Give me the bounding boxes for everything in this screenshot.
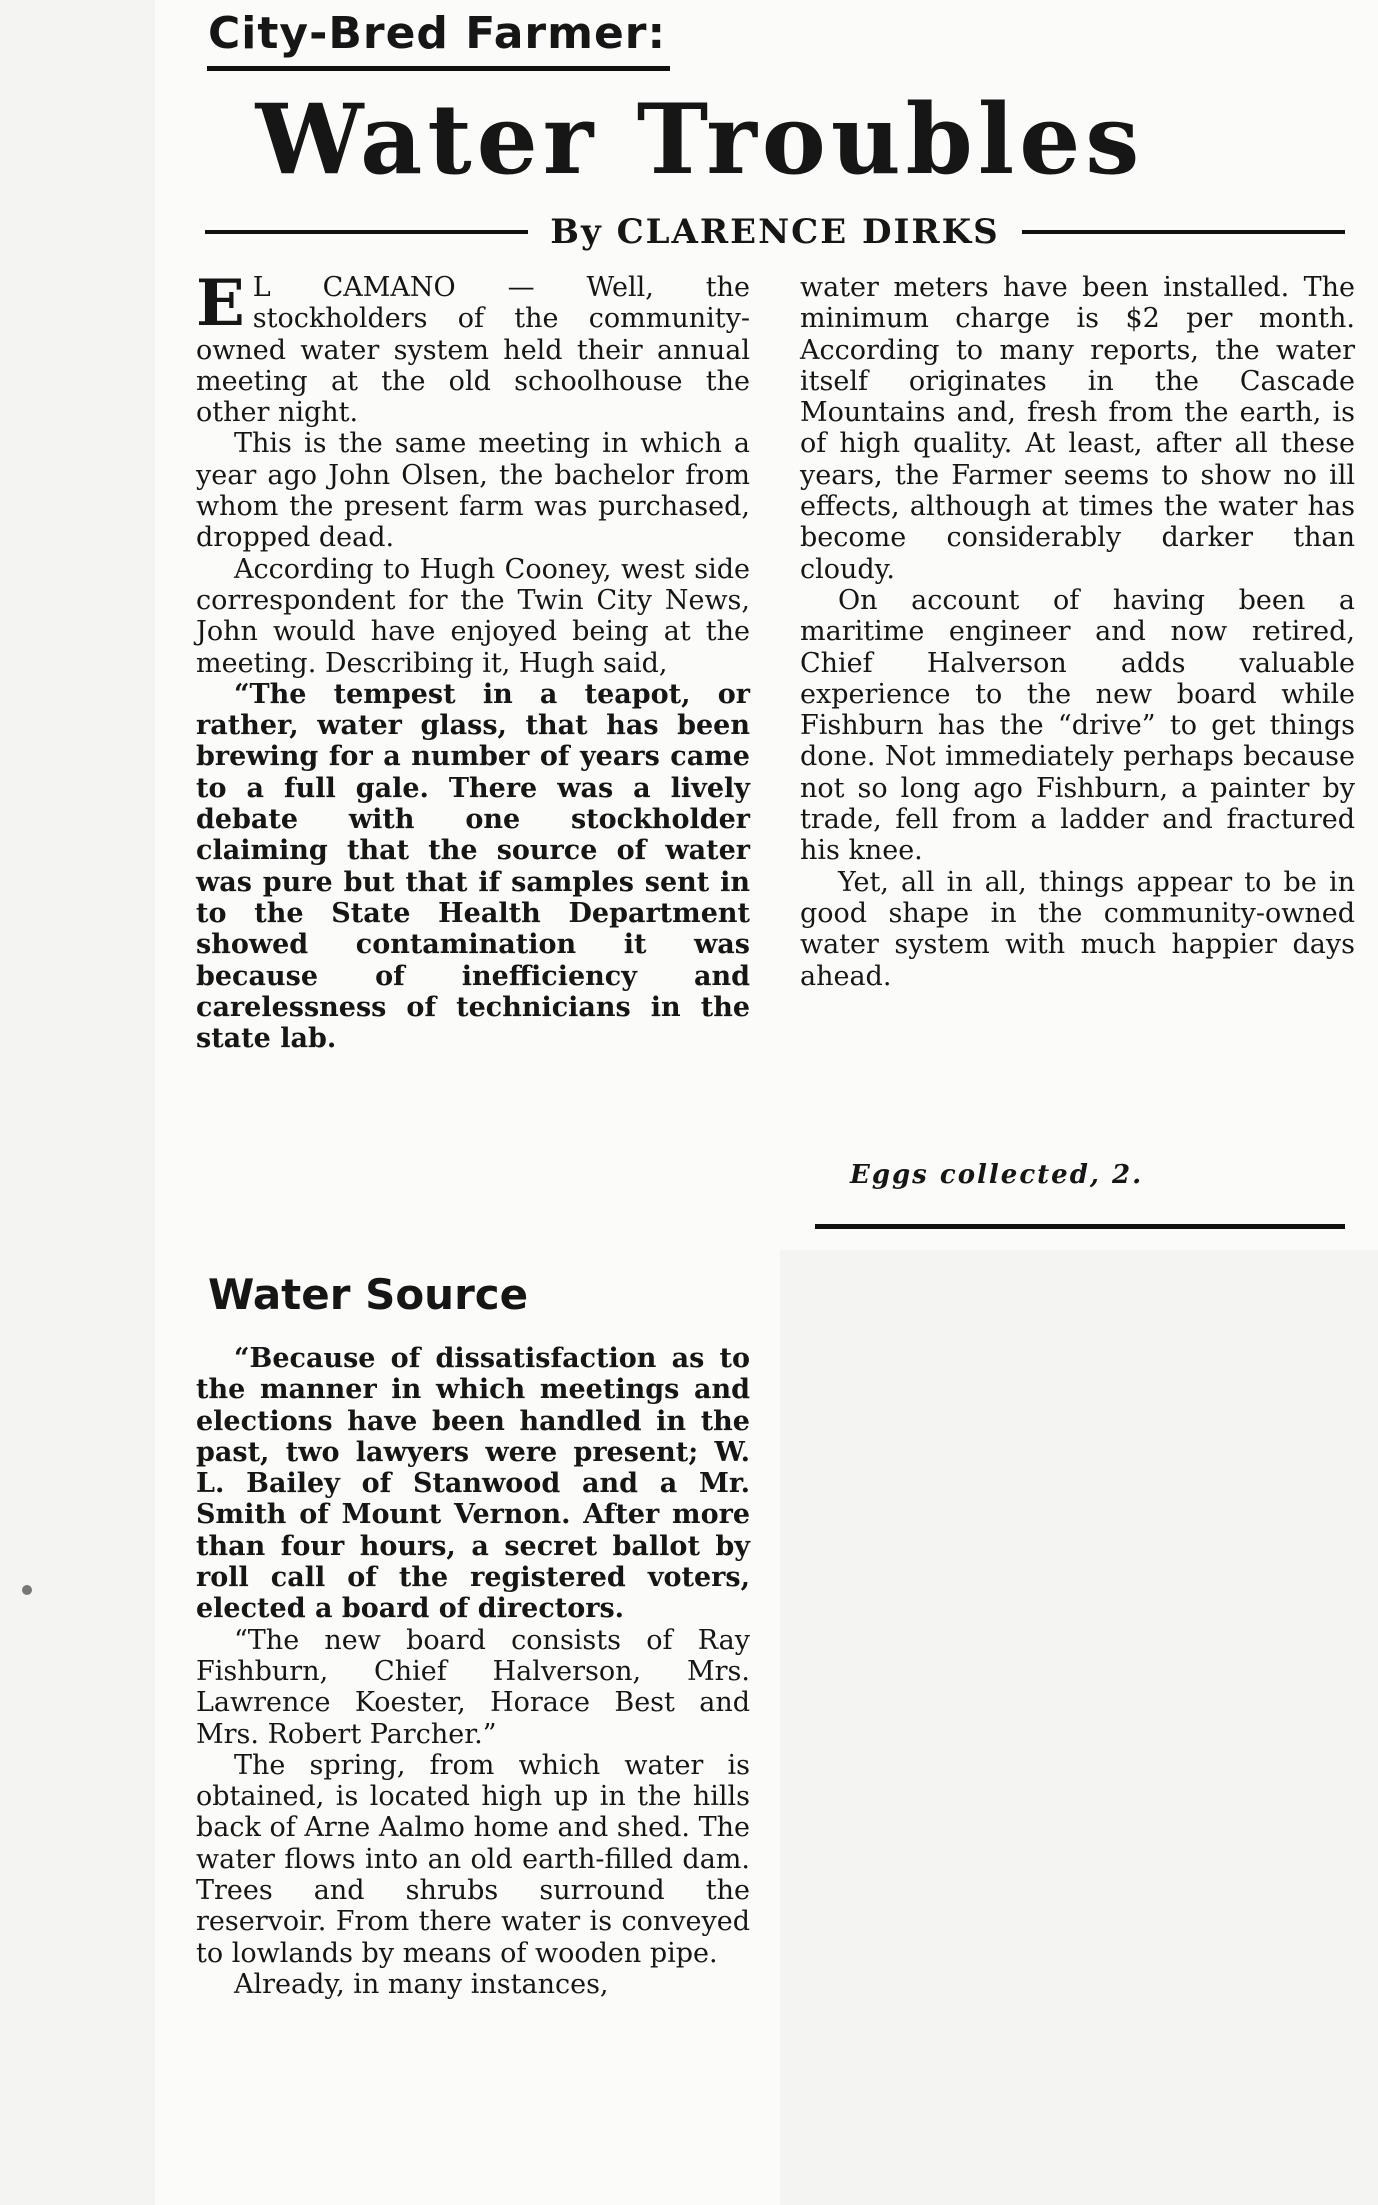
quote-paragraph: “Because of dissatisfaction as to the manner in which meetings and elections have been handled in the past, two lawyers were present; W. L. Bailey of Stanwood and a Mr. Smith of Mount Vernon. After more than four hours, a secret ballot by roll call of the registered voters, elected a board of directors. (196, 1343, 750, 1625)
paragraph (196, 266, 750, 429)
paragraph: On account of having been a maritime engineer and now retired, Chief Halverson adds valuable experience to the new board while Fishburn has the “drive” to get things done. Not immediately perhaps because not so long ago Fishburn, a painter by trade, fell from a ladder and fractured his knee. (800, 584, 1355, 867)
drop-cap: E (196, 266, 245, 341)
byline: By CLARENCE DIRKS (550, 212, 1000, 252)
paragraph: This is the same meeting in which a year ago John Olsen, the bachelor from whom the present farm was purchased, dropped dead. (196, 428, 750, 554)
paragraph-text: L CAMANO — Well, the stockholders of the community-owned water system held their annual meeting at the old schoolhouse the other night. (196, 272, 750, 429)
paragraph: Already, in many instances, (234, 1968, 609, 2000)
article-column-left-continued (196, 1343, 750, 2000)
paragraph: The spring, from which water is obtained, is located high up in the hills back of Arne Aalmo home and shed. The water flows into an old earth-filled dam. Trees and shrubs surround the reservoir. From there water is conveyed to lowlands by means of wooden pipe. (196, 1749, 750, 1969)
byline-row (205, 210, 1345, 254)
end-rule (815, 1224, 1345, 1229)
headline: Water Troubles (255, 83, 1145, 196)
paragraph: Yet, all in all, things appear to be in good shape in the community-owned water system with much happier days ahead. (800, 866, 1355, 992)
scan-speck (22, 1585, 32, 1595)
kicker: City-Bred Farmer: (208, 8, 667, 59)
kicker-rule (207, 66, 670, 71)
quote-paragraph: “The tempest in a teapot, or rather, water glass, that has been brewing for a number of years came to a full gale. There was a lively debate with one stockholder claiming that the source of water was pure but that if samples sent in to the State Health Department showed contamination it was because of inefficiency and carelessness of technicians in the state lab. (196, 678, 750, 1055)
byline-rule-right (1022, 230, 1345, 234)
paragraph: According to Hugh Cooney, west side correspondent for the Twin City News, John would have enjoyed being at the meeting. Describing it, Hugh said, (196, 553, 750, 679)
article-column-left (196, 266, 750, 1055)
paragraph: “The new board consists of Ray Fishburn, Chief Halverson, Mrs. Lawrence Koester, Horace Best and Mrs. Robert Parcher.” (196, 1624, 750, 1750)
article-column-right (800, 272, 1355, 992)
paragraph: water meters have been installed. The minimum charge is $2 per month. According to many reports, the water itself originates in the Cascade Mountains and, fresh from the earth, is of high quality. At least, after all these years, the Farmer seems to show no ill effects, although at times the water has become considerably darker than cloudy. (800, 272, 1355, 585)
byline-rule-left (205, 230, 528, 234)
subhead: Water Source (208, 1270, 529, 1319)
sign-off: Eggs collected, 2. (850, 1160, 1144, 1190)
